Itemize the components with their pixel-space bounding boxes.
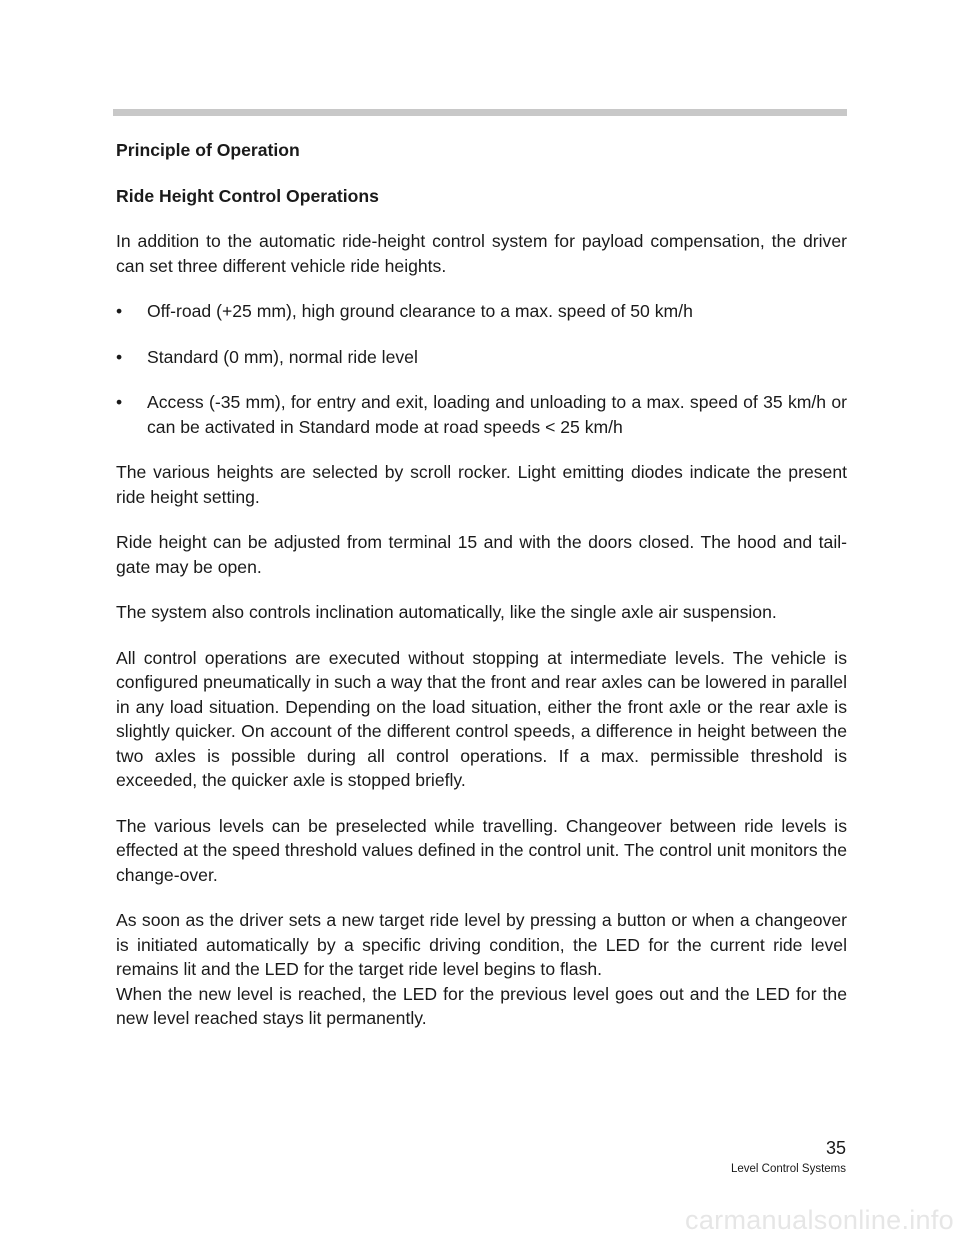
bullet-item-access [116,390,847,439]
bullet-marker: • [116,346,123,367]
bullet-text: Access (-35 mm), for entry and exit, loading and unloading to a max. speed of 35 km/h or can be activated in Standard mode at road speeds < 25 km/h [147,392,847,437]
bullet-marker: • [116,301,123,321]
bullet-item-standard [116,345,847,370]
footer-section-title: Level Control Systems [730,1163,846,1175]
document-body [116,138,847,1052]
paragraph-control-operations: All control operations are executed without stopping at intermediate levels. The vehicle is configured pneumatically in such a way that the front and rear axles can be lowered in parallel in any load situation. Depending on the load situation, either the front axle or the rear axle is slightly quicker. On account of the different control speeds, a difference in height between the two axles is possible during all control operations. If a max. permissible threshold is exceeded, the quicker axle is stopped briefly. [116,647,847,790]
paragraph-inclination: The system also controls inclination automatically, like the single axle air suspension. [116,602,777,622]
paragraph-level-reached: When the new level is reached, the LED for the previous level goes out and the LED for the new level reached stays lit permanently. [116,983,847,1028]
paragraph-target-level: As soon as the driver sets a new target ride level by pressing a button or when a changeover is initiated automatically by a specific driving condition, the LED for the current ride level remains lit and the LED for the target ride level begins to flash. [116,910,847,979]
intro-paragraph: In addition to the automatic ride-height control system for payload compensation, the driver can set three different vehicle ride heights. [116,231,847,276]
section-heading-principle: Principle of Operation [116,140,300,160]
top-divider-rule [113,109,847,116]
paragraph-preselection: The various levels can be preselected while travelling. Changeover between ride levels is effected at the speed threshold values defined in the control unit. The control unit monitors the change-over. [116,815,847,885]
paragraph-terminal-15: Ride height can be adjusted from terminal 15 and with the doors closed. The hood and tailgate may be open. [116,532,847,577]
paragraph-scroll-rocker: The various heights are selected by scroll rocker. Light emitting diodes indicate the present ride height setting. [116,462,847,507]
watermark-text: carmanualsonline.info [685,1205,954,1235]
bullet-marker: • [116,392,123,412]
bullet-text: Off-road (+25 mm), high ground clearance to a max. speed of 50 km/h [147,301,693,321]
section-heading-ride-height: Ride Height Control Operations [116,185,379,206]
bullet-item-offroad [116,299,847,324]
bullet-text: Standard (0 mm), normal ride level [147,346,418,367]
page-number: 35 [825,1138,846,1158]
